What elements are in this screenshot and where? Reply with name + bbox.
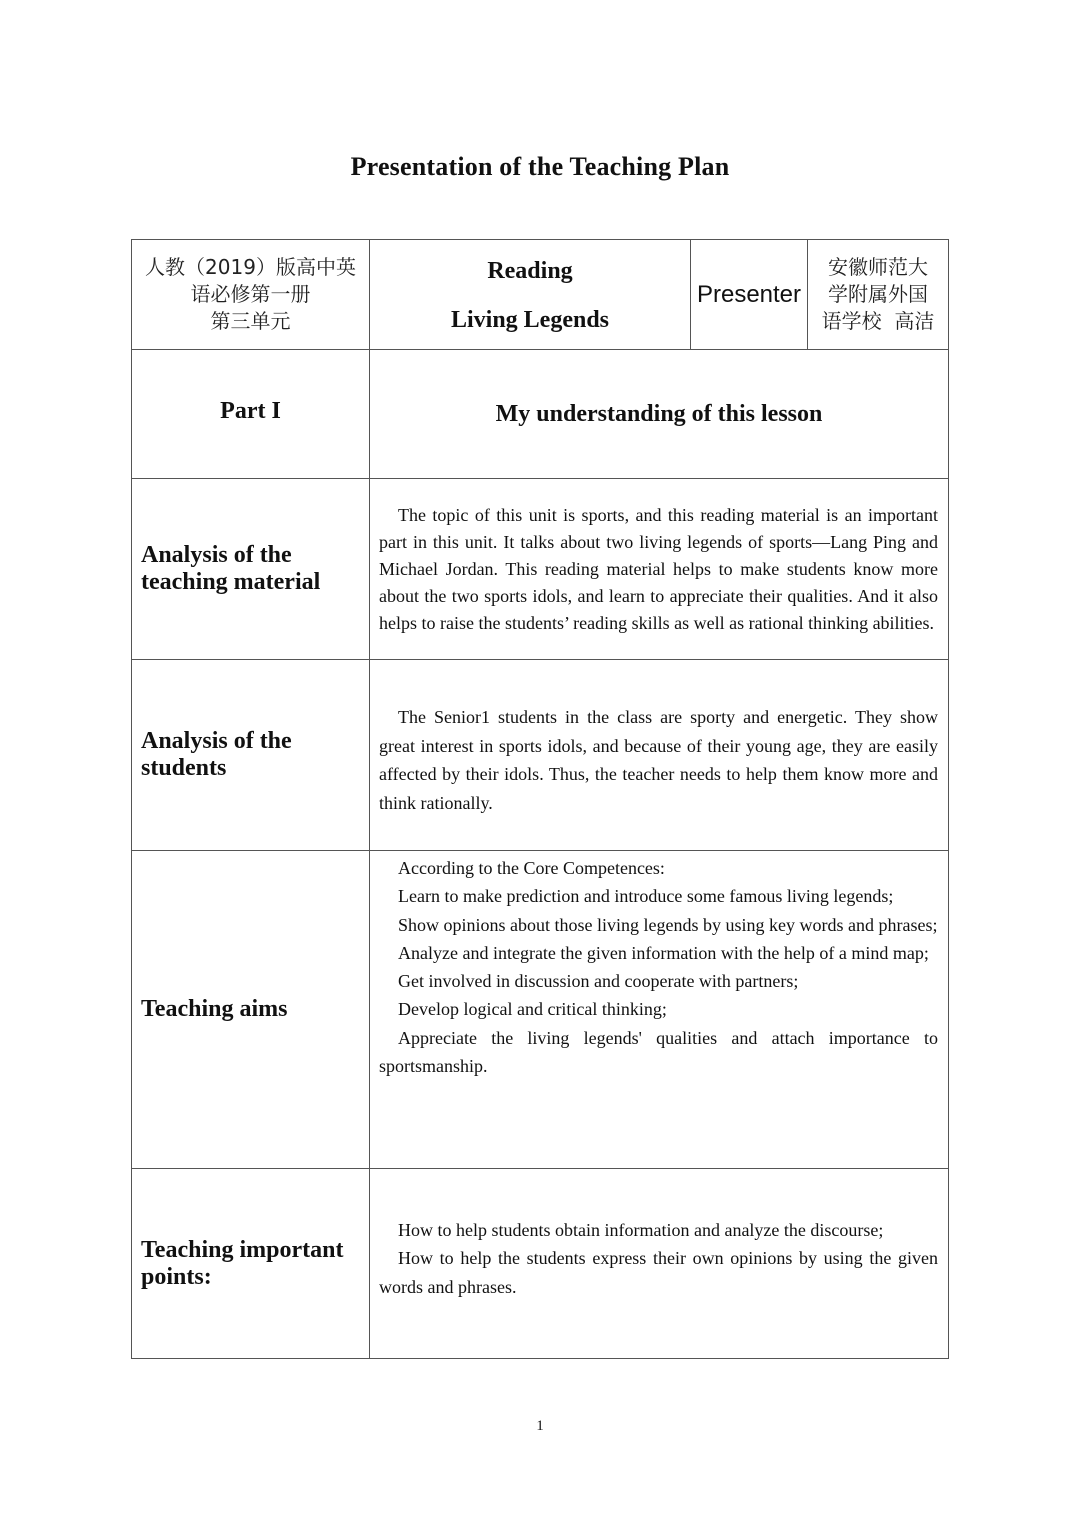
- presenter-line: 安徽师范大: [828, 255, 928, 279]
- section-label: Teaching important points:: [132, 1169, 370, 1359]
- section-content: [370, 660, 949, 851]
- paragraph: Show opinions about those living legends by using key words and phrases;: [398, 914, 938, 935]
- textbook-cell: [132, 240, 370, 350]
- lesson-cell: [370, 240, 691, 350]
- paragraph: Appreciate the living legends' qualities and attach importance to sportsmanship.: [379, 1027, 938, 1077]
- section-row-material: [132, 479, 949, 660]
- page-number: 1: [536, 1418, 544, 1434]
- paragraph: The Senior1 students in the class are sporty and energetic. They show great interest in sports idols, and because of their young age, they are easily affected by their idols. Thus, the teacher needs to help them know more and think rationally.: [379, 707, 938, 813]
- presenter-line: 语学校 高洁: [821, 309, 935, 333]
- document-title: Presentation of the Teaching Plan: [350, 152, 730, 181]
- paragraph: According to the Core Competences:: [398, 858, 665, 878]
- part-title: My understanding of this lesson: [370, 350, 949, 479]
- part-row: [132, 350, 949, 479]
- section-row-aims: [132, 851, 949, 1169]
- paragraph: Analyze and integrate the given information with the help of a mind map;: [398, 942, 929, 963]
- textbook-line: 人教（2019）版高中英: [145, 255, 356, 279]
- section-label: Analysis of the teaching material: [132, 479, 370, 660]
- textbook-line: 第三单元: [210, 309, 291, 333]
- paragraph: How to help the students express their own opinions by using the given words and phrases.: [379, 1248, 938, 1297]
- teaching-plan-table: [131, 239, 949, 1359]
- section-row-points: [132, 1169, 949, 1359]
- section-content: [370, 1169, 949, 1359]
- textbook-line: 语必修第一册: [190, 282, 311, 306]
- section-label: Teaching aims: [132, 851, 370, 1169]
- lesson-type: Reading: [487, 257, 573, 284]
- header-row: [132, 240, 949, 350]
- presenter-label: Presenter: [691, 240, 808, 350]
- lesson-title: Living Legends: [450, 306, 610, 333]
- presenter-line: 学附属外国: [828, 282, 928, 306]
- paragraph: Get involved in discussion and cooperate with partners;: [398, 971, 799, 992]
- section-content: [370, 479, 949, 660]
- section-row-students: [132, 660, 949, 851]
- paragraph: Develop logical and critical thinking;: [398, 999, 667, 1020]
- presenter-cell: [808, 240, 949, 350]
- paragraph: How to help students obtain information and analyze the discourse;: [398, 1220, 884, 1241]
- paragraph: Learn to make prediction and introduce some famous living legends;: [398, 886, 894, 907]
- section-content: [370, 851, 949, 1169]
- part-label: Part I: [132, 350, 370, 479]
- section-label: Analysis of the students: [132, 660, 370, 851]
- paragraph: The topic of this unit is sports, and this reading material is an important part in this unit. It talks about two living legends of sports—Lang Ping and Michael Jordan. This reading material helps to make students know more about the two sports idols, and learn to appreciate their qualities. And it also helps to raise the students’ reading skills as well as rational thinking abilities.: [379, 504, 938, 633]
